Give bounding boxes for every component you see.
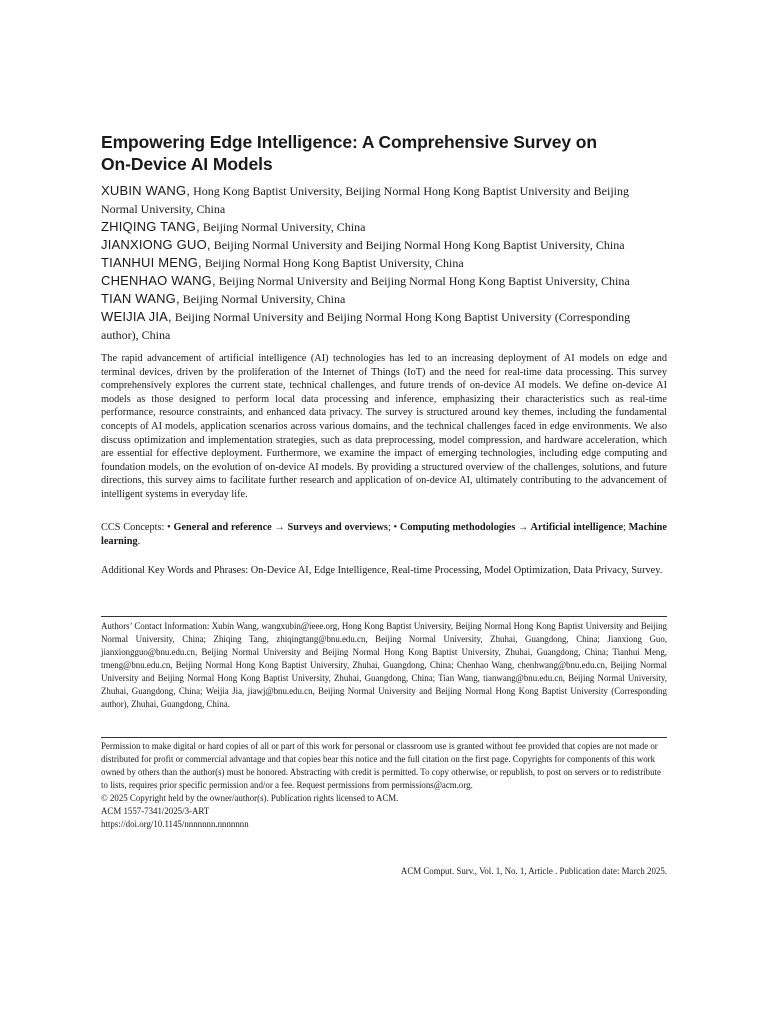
paper-title xyxy=(101,131,667,175)
divider xyxy=(101,737,667,738)
ccs-separator: ; xyxy=(623,522,626,533)
author-entry xyxy=(101,236,667,254)
author-name: XUBIN WANG, xyxy=(101,183,191,198)
page-footer: ACM Comput. Surv., Vol. 1, No. 1, Article . Publication date: March 2025. xyxy=(400,866,667,876)
ccs-concepts xyxy=(101,521,667,549)
ccs-separator: ; • xyxy=(387,522,398,533)
ccs-concept-3: Machine learning xyxy=(101,522,667,547)
author-name: TIAN WANG, xyxy=(101,291,180,306)
author-name: JIANXIONG GUO, xyxy=(101,237,211,252)
issn-line: ACM 1557-7341/2025/3-ART xyxy=(101,806,210,816)
author-entry xyxy=(101,308,667,344)
author-affiliation: Beijing Normal University and Beijing Normal Hong Kong Baptist University, China xyxy=(218,274,630,288)
ccs-end: . xyxy=(137,536,141,547)
author-affiliation: Beijing Normal University and Beijing Normal Hong Kong Baptist University, China xyxy=(213,238,625,252)
divider xyxy=(101,616,667,617)
title-line-2: On-Device AI Models xyxy=(101,154,273,174)
ccs-concept-1: General and reference → Surveys and overviews xyxy=(173,522,388,533)
author-affiliation: Beijing Normal University, China xyxy=(202,220,366,234)
author-affiliation: Beijing Normal University and Beijing Normal Hong Kong Baptist University (Corresponding author), China xyxy=(101,310,631,342)
author-name: ZHIQING TANG, xyxy=(101,219,200,234)
permission-notice xyxy=(101,740,667,831)
doi-link[interactable]: https://doi.org/10.1145/nnnnnnn.nnnnnnn xyxy=(101,819,249,829)
author-name: TIANHUI MENG, xyxy=(101,255,202,270)
author-entry xyxy=(101,290,667,308)
keywords: Additional Key Words and Phrases: On-Device AI, Edge Intelligence, Real-time Processing, Model Optimization, Data Privacy, Survey. xyxy=(101,565,663,576)
copyright-line: © 2025 Copyright held by the owner/author(s). Publication rights licensed to ACM. xyxy=(101,793,399,803)
ccs-concept-2: Computing methodologies → Artificial intelligence xyxy=(399,522,624,533)
author-entry xyxy=(101,218,667,236)
author-affiliation: Beijing Normal Hong Kong Baptist University, China xyxy=(204,256,464,270)
author-affiliation: Beijing Normal University, China xyxy=(182,292,346,306)
title-line-1: Empowering Edge Intelligence: A Comprehensive Survey on xyxy=(101,132,597,152)
author-list xyxy=(101,182,667,344)
abstract: The rapid advancement of artificial intelligence (AI) technologies has led to an increasing deployment of AI models on edge and terminal devices, driven by the proliferation of the Internet of Things (IoT) and the need for real-time data processing. This survey comprehensively explores the current state, technical challenges, and future trends of on-device AI models. We define on-device AI models as those designed to perform local data processing and inference, emphasizing their characteristics such as real-time performance, resource constraints, and enhanced data privacy. The survey is structured around key themes, including the fundamental concepts of AI models, application scenarios across various domains, and the technical challenges faced in edge environments. We also discuss optimization and implementation strategies, such as data preprocessing, model compression, and hardware acceleration, which are essential for effective deployment. Furthermore, we examine the impact of emerging technologies, including edge computing and foundation models, on the evolution of on-device AI models. By providing a structured overview of the challenges, solutions, and future directions, this survey aims to facilitate further research and application of on-device AI, ultimately contributing to the advancement of intelligent systems in everyday life. xyxy=(101,353,667,500)
author-affiliation: Hong Kong Baptist University, Beijing Normal Hong Kong Baptist University and Beijing Normal University, China xyxy=(101,184,629,216)
author-entry xyxy=(101,272,667,290)
author-name: CHENHAO WANG, xyxy=(101,273,216,288)
author-name: WEIJIA JIA, xyxy=(101,309,172,324)
permission-text: Permission to make digital or hard copies of all or part of this work for personal or classroom use is granted without fee provided that copies are not made or distributed for profit or commercial advantage and that copies bear this notice and the full citation on the first page. Copyrights for components of this work owned by others than the author(s) must be honored. Abstracting with credit is permitted. To copy otherwise, or republish, to post on servers or to redistribute to lists, requires prior specific permission and/or a fee. Request permissions from permissions@acm.org. xyxy=(101,741,661,790)
ccs-label: CCS Concepts: • xyxy=(101,522,171,533)
author-entry xyxy=(101,182,667,218)
author-entry xyxy=(101,254,667,272)
author-contact-info: Authors’ Contact Information: Xubin Wang, wangxubin@ieee.org, Hong Kong Baptist University, Beijing Normal Hong Kong Baptist University and Beijing Normal University, China; Zhiqing Tang, zhiqingtang@bnu.edu.cn, Beijing Normal University, Zhuhai, Guangdong, China; Jianxiong Guo, jianxiongguo@bnu.edu.cn, Beijing Normal University and Beijing Normal Hong Kong Baptist University, Zhuhai, Guangdong, China; Tianhui Meng, tmeng@bnu.edu.cn, Beijing Normal Hong Kong Baptist University, Zhuhai, Guangdong, China; Chenhao Wang, chenhwang@bnu.edu.cn, Beijing Normal University and Beijing Normal Hong Kong Baptist University, Zhuhai, Guangdong, China; Tian Wang, tianwang@bnu.edu.cn, Beijing Normal University, Zhuhai, Guangdong, China; Weijia Jia, jiawj@bnu.edu.cn, Beijing Normal University and Beijing Normal Hong Kong Baptist University (Corresponding author), Zhuhai, Guangdong, China. xyxy=(101,621,667,709)
